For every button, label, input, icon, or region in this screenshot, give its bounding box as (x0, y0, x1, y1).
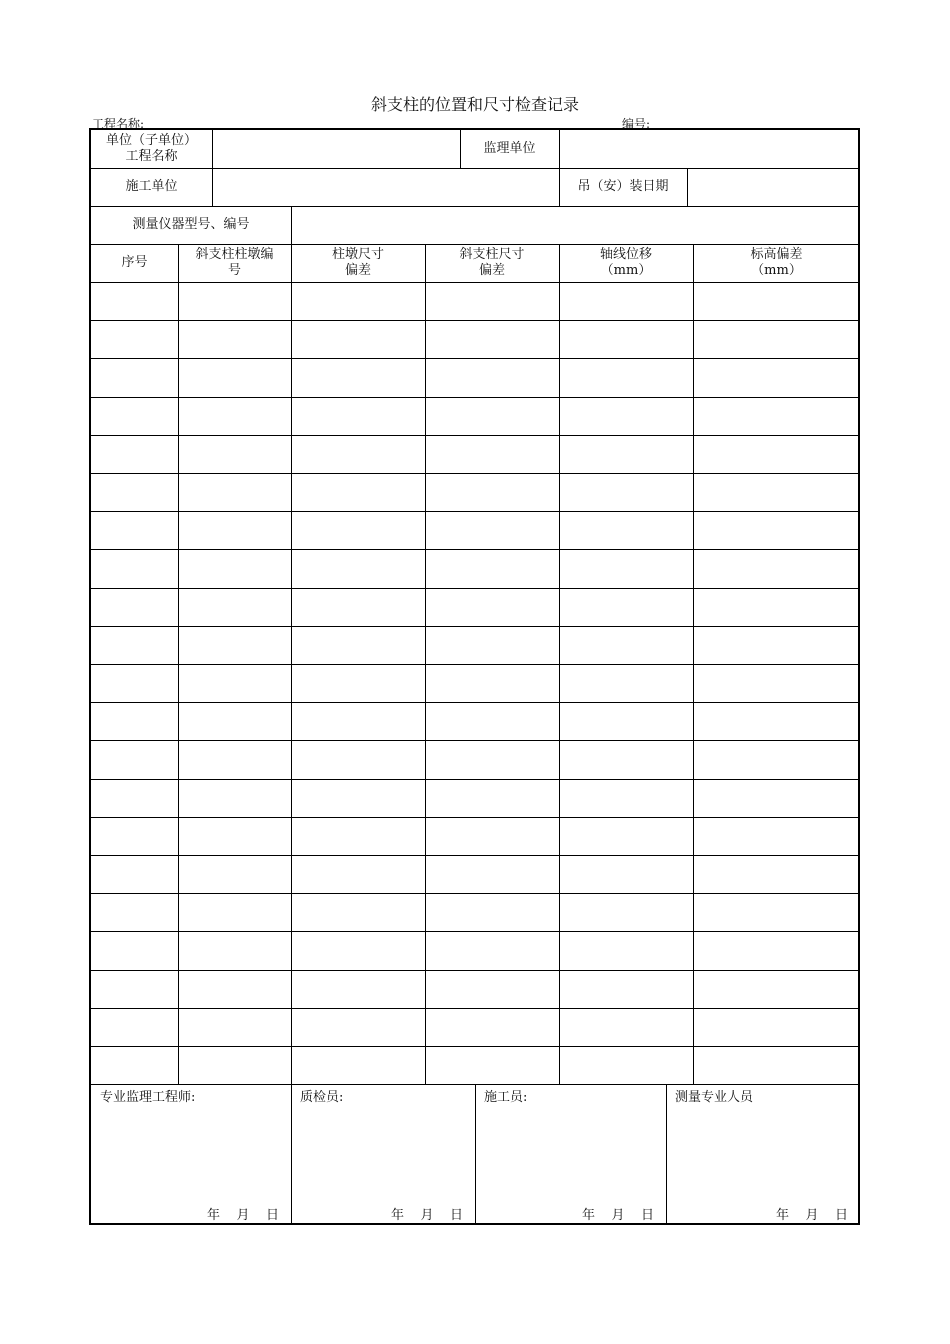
grid-line (91, 931, 860, 932)
signature-label: 质检员: (300, 1090, 344, 1106)
signature-block[interactable] (291, 1084, 475, 1223)
table-cell[interactable] (91, 779, 178, 817)
table-cell[interactable] (91, 893, 178, 931)
table-cell[interactable] (559, 358, 693, 396)
table-cell[interactable] (693, 893, 860, 931)
table-cell[interactable] (91, 1008, 178, 1046)
table-cell[interactable] (693, 702, 860, 740)
table-cell[interactable] (91, 817, 178, 855)
table-cell[interactable] (178, 282, 291, 320)
table-cell[interactable] (693, 397, 860, 435)
grid-line (91, 206, 860, 207)
signature-label: 专业监理工程师: (100, 1090, 196, 1106)
table-cell[interactable] (178, 626, 291, 664)
grid-line (91, 855, 860, 856)
column-header (693, 244, 860, 282)
signature-block[interactable] (91, 1084, 291, 1223)
table-cell[interactable] (178, 473, 291, 511)
table-cell[interactable] (291, 664, 425, 702)
table-cell[interactable] (291, 626, 425, 664)
grid-line (212, 130, 213, 206)
grid-line (91, 779, 860, 780)
grid-line (91, 817, 860, 818)
table-cell[interactable] (178, 588, 291, 626)
table-cell[interactable] (693, 1046, 860, 1084)
table-cell[interactable] (559, 740, 693, 778)
table-cell[interactable] (91, 435, 178, 473)
table-cell[interactable] (178, 664, 291, 702)
grid-line (91, 740, 860, 741)
table-cell[interactable] (693, 931, 860, 969)
table-cell[interactable] (91, 473, 178, 511)
table-cell[interactable] (425, 855, 559, 893)
table-cell[interactable] (178, 1008, 291, 1046)
table-cell[interactable] (425, 511, 559, 549)
table-cell[interactable] (559, 1046, 693, 1084)
table-cell[interactable] (559, 702, 693, 740)
signature-date: 年 月 日 (775, 1207, 848, 1223)
grid-line (91, 168, 860, 169)
grid-line (425, 244, 426, 1084)
table-cell[interactable] (693, 970, 860, 1008)
grid-line (91, 435, 860, 436)
construction-label: 施工单位 (125, 179, 178, 194)
table-cell[interactable] (425, 664, 559, 702)
table-cell[interactable] (91, 702, 178, 740)
grid-line (460, 130, 461, 168)
grid-line (91, 358, 860, 359)
table-cell[interactable] (693, 817, 860, 855)
table-cell[interactable] (291, 511, 425, 549)
table-cell[interactable] (559, 1008, 693, 1046)
table-cell[interactable] (178, 397, 291, 435)
grid-line (91, 397, 860, 398)
table-cell[interactable] (178, 549, 291, 587)
table-cell[interactable] (693, 664, 860, 702)
table-cell[interactable] (425, 626, 559, 664)
table-cell[interactable] (291, 358, 425, 396)
install-date-label: 吊（安）装日期 (577, 179, 669, 194)
table-cell[interactable] (425, 1046, 559, 1084)
table-cell[interactable] (91, 740, 178, 778)
table-cell[interactable] (425, 931, 559, 969)
signature-block[interactable] (475, 1084, 666, 1223)
grid-line (91, 282, 860, 283)
table-cell[interactable] (693, 320, 860, 358)
table-cell[interactable] (178, 740, 291, 778)
table-cell[interactable] (291, 435, 425, 473)
table-cell[interactable] (559, 435, 693, 473)
grid-line (291, 244, 292, 1084)
table-cell[interactable] (291, 282, 425, 320)
table-cell[interactable] (693, 740, 860, 778)
grid-line (91, 702, 860, 703)
table-cell[interactable] (291, 740, 425, 778)
grid-line (687, 168, 688, 206)
grid-line (91, 511, 860, 512)
signature-block[interactable] (666, 1084, 860, 1223)
table-cell[interactable] (425, 435, 559, 473)
table-cell[interactable] (291, 588, 425, 626)
column-header-line1: 斜支柱柱墩编 (195, 247, 274, 262)
table-cell[interactable] (291, 702, 425, 740)
column-header (425, 244, 559, 282)
table-cell[interactable] (291, 817, 425, 855)
table-cell[interactable] (559, 626, 693, 664)
table-cell[interactable] (178, 931, 291, 969)
supervision-value-field[interactable] (559, 130, 860, 168)
table-cell[interactable] (559, 549, 693, 587)
table-cell[interactable] (559, 779, 693, 817)
column-header-line1: 序号 (121, 255, 148, 270)
table-cell[interactable] (178, 1046, 291, 1084)
table-cell[interactable] (291, 320, 425, 358)
grid-line (91, 626, 860, 627)
grid-line (91, 1008, 860, 1009)
column-header (559, 244, 693, 282)
page-title: 斜支柱的位置和尺寸检查记录 (370, 95, 579, 114)
signature-label: 施工员: (484, 1090, 528, 1106)
table-cell[interactable] (693, 855, 860, 893)
table-cell[interactable] (91, 1046, 178, 1084)
table-cell[interactable] (91, 358, 178, 396)
table-cell[interactable] (559, 817, 693, 855)
column-header (291, 244, 425, 282)
table-cell[interactable] (559, 320, 693, 358)
table-cell[interactable] (291, 473, 425, 511)
table-cell[interactable] (291, 893, 425, 931)
table-cell[interactable] (425, 549, 559, 587)
column-header-line1: 标高偏差 (750, 247, 803, 262)
table-cell[interactable] (693, 588, 860, 626)
table-cell[interactable] (178, 817, 291, 855)
table-cell[interactable] (178, 893, 291, 931)
grid-line (91, 588, 860, 589)
table-cell[interactable] (693, 779, 860, 817)
table-cell[interactable] (693, 358, 860, 396)
table-cell[interactable] (291, 1008, 425, 1046)
column-header-line1: 斜支柱尺寸 (459, 247, 525, 262)
column-header-line2: 号 (227, 263, 241, 278)
table-cell[interactable] (425, 740, 559, 778)
column-header-line1: 轴线位移 (599, 247, 652, 262)
grid-line (91, 320, 860, 321)
grid-line (559, 244, 560, 1084)
grid-line (91, 1046, 860, 1047)
table-cell[interactable] (425, 779, 559, 817)
table-cell[interactable] (178, 702, 291, 740)
signature-date: 年 月 日 (390, 1207, 463, 1223)
grid-line (291, 206, 292, 244)
table-cell[interactable] (425, 588, 559, 626)
signature-date: 年 月 日 (206, 1207, 279, 1223)
column-header (178, 244, 291, 282)
table-cell[interactable] (91, 282, 178, 320)
table-cell[interactable] (91, 397, 178, 435)
table-cell[interactable] (91, 588, 178, 626)
table-cell[interactable] (178, 855, 291, 893)
table-cell[interactable] (425, 893, 559, 931)
column-header-line1: 柱墩尺寸 (331, 247, 384, 262)
grid-line (91, 244, 860, 245)
column-header-line2: 偏差 (478, 263, 505, 278)
signature-date: 年 月 日 (581, 1207, 654, 1223)
table-cell[interactable] (291, 549, 425, 587)
table-cell[interactable] (425, 702, 559, 740)
table-cell[interactable] (291, 397, 425, 435)
table-cell[interactable] (693, 1008, 860, 1046)
table-cell[interactable] (425, 1008, 559, 1046)
table-cell[interactable] (178, 970, 291, 1008)
table-cell[interactable] (91, 855, 178, 893)
table-cell[interactable] (425, 397, 559, 435)
inspection-form (89, 128, 860, 1225)
table-cell[interactable] (693, 282, 860, 320)
table-cell[interactable] (91, 320, 178, 358)
table-cell[interactable] (693, 626, 860, 664)
table-cell[interactable] (91, 511, 178, 549)
grid-line (91, 970, 860, 971)
table-cell[interactable] (693, 511, 860, 549)
table-cell[interactable] (425, 282, 559, 320)
table-cell[interactable] (91, 931, 178, 969)
number-label: 编号: (622, 117, 651, 131)
table-cell[interactable] (559, 855, 693, 893)
table-cell[interactable] (425, 817, 559, 855)
column-header (91, 244, 178, 282)
project-name-label: 工程名称: (92, 117, 145, 131)
table-cell[interactable] (178, 358, 291, 396)
table-cell[interactable] (291, 1046, 425, 1084)
column-header-line2: （mm） (751, 263, 802, 278)
table-cell[interactable] (291, 970, 425, 1008)
table-cell[interactable] (559, 931, 693, 969)
grid-line (91, 664, 860, 665)
grid-line (91, 893, 860, 894)
table-cell[interactable] (693, 435, 860, 473)
table-cell[interactable] (291, 931, 425, 969)
signature-label: 测量专业人员 (675, 1090, 754, 1106)
supervision-label: 监理单位 (483, 141, 536, 156)
construction-value-field[interactable] (212, 168, 559, 206)
unit-label-line2: 工程名称 (125, 149, 178, 164)
table-cell[interactable] (178, 511, 291, 549)
table-cell[interactable] (559, 664, 693, 702)
table-cell[interactable] (559, 893, 693, 931)
column-header-line2: 偏差 (344, 263, 371, 278)
table-cell[interactable] (559, 511, 693, 549)
table-cell[interactable] (425, 320, 559, 358)
grid-line (178, 244, 179, 1084)
grid-line (693, 244, 694, 1084)
grid-line (91, 473, 860, 474)
unit-value-field[interactable] (212, 130, 460, 168)
grid-line (91, 549, 860, 550)
table-cell[interactable] (91, 664, 178, 702)
table-cell[interactable] (559, 282, 693, 320)
table-cell[interactable] (91, 626, 178, 664)
table-cell[interactable] (559, 970, 693, 1008)
table-cell[interactable] (559, 588, 693, 626)
table-cell[interactable] (291, 855, 425, 893)
table-cell[interactable] (178, 320, 291, 358)
table-cell[interactable] (178, 435, 291, 473)
column-header-line2: （mm） (600, 263, 652, 278)
unit-label-cell (91, 130, 212, 168)
table-cell[interactable] (425, 970, 559, 1008)
table-cell[interactable] (693, 473, 860, 511)
table-cell[interactable] (559, 397, 693, 435)
table-cell[interactable] (693, 549, 860, 587)
table-cell[interactable] (91, 970, 178, 1008)
install-date-field[interactable] (687, 168, 860, 206)
table-cell[interactable] (559, 473, 693, 511)
table-cell[interactable] (425, 473, 559, 511)
table-cell[interactable] (91, 549, 178, 587)
table-cell[interactable] (178, 779, 291, 817)
grid-line (559, 130, 560, 206)
table-cell[interactable] (425, 358, 559, 396)
unit-label-line1: 单位（子单位） (105, 133, 197, 148)
table-cell[interactable] (291, 779, 425, 817)
instrument-label: 测量仪器型号、编号 (132, 217, 250, 232)
instrument-value-field[interactable] (291, 206, 860, 244)
